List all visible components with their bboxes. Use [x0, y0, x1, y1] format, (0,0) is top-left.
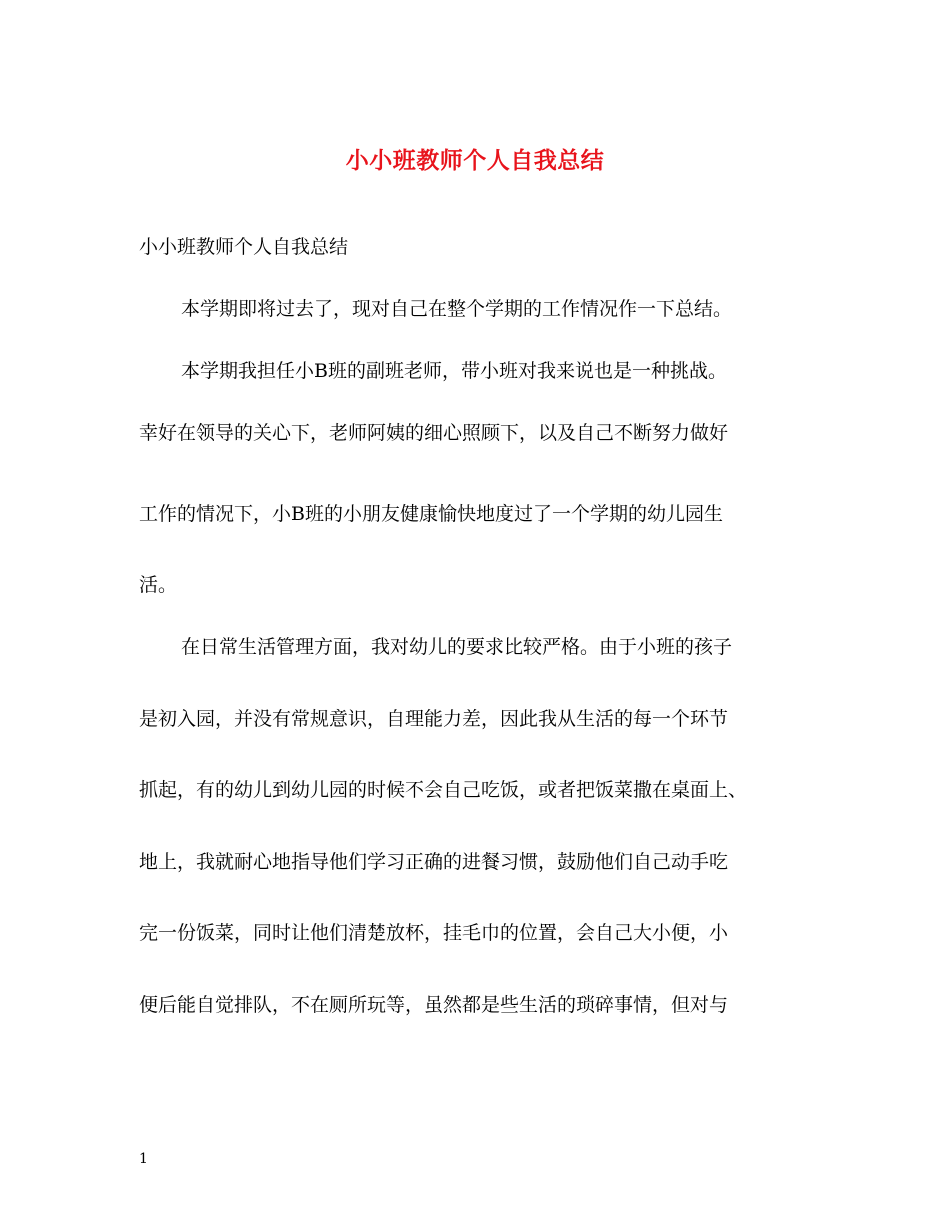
paragraph-line: 是初入园，并没有常规意识，自理能力差，因此我从生活的每一个环节 — [139, 708, 729, 730]
paragraph-line: 地上，我就耐心地指导他们学习正确的进餐习惯，鼓励他们自己动手吃 — [139, 851, 729, 873]
paragraph-line: 本学期即将过去了，现对自己在整个学期的工作情况作一下总结。 — [181, 298, 733, 320]
document-subtitle: 小小班教师个人自我总结 — [139, 236, 349, 258]
paragraph-line: 幸好在领导的关心下，老师阿姨的细心照顾下，以及自己不断努力做好 — [139, 422, 729, 444]
paragraph-line: 便后能自觉排队，不在厕所玩等，虽然都是些生活的琐碎事情，但对与 — [139, 994, 729, 1016]
document-title: 小小班教师个人自我总结 — [345, 147, 605, 174]
page-number: 1 — [139, 1151, 148, 1167]
paragraph-line: 工作的情况下，小B班的小朋友健康愉快地度过了一个学期的幼儿园生 — [139, 503, 723, 525]
paragraph-line: 抓起，有的幼儿到幼儿园的时候不会自己吃饭，或者把饭菜撒在桌面上、 — [139, 779, 748, 801]
paragraph-line: 本学期我担任小B班的副班老师，带小班对我来说也是一种挑战。 — [181, 360, 727, 382]
paragraph-line: 完一份饭菜，同时让他们清楚放杯，挂毛巾的位置，会自己大小便，小 — [139, 922, 729, 944]
paragraph-line: 在日常生活管理方面，我对幼儿的要求比较严格。由于小班的孩子 — [181, 636, 733, 658]
paragraph-line: 活。 — [139, 574, 178, 596]
